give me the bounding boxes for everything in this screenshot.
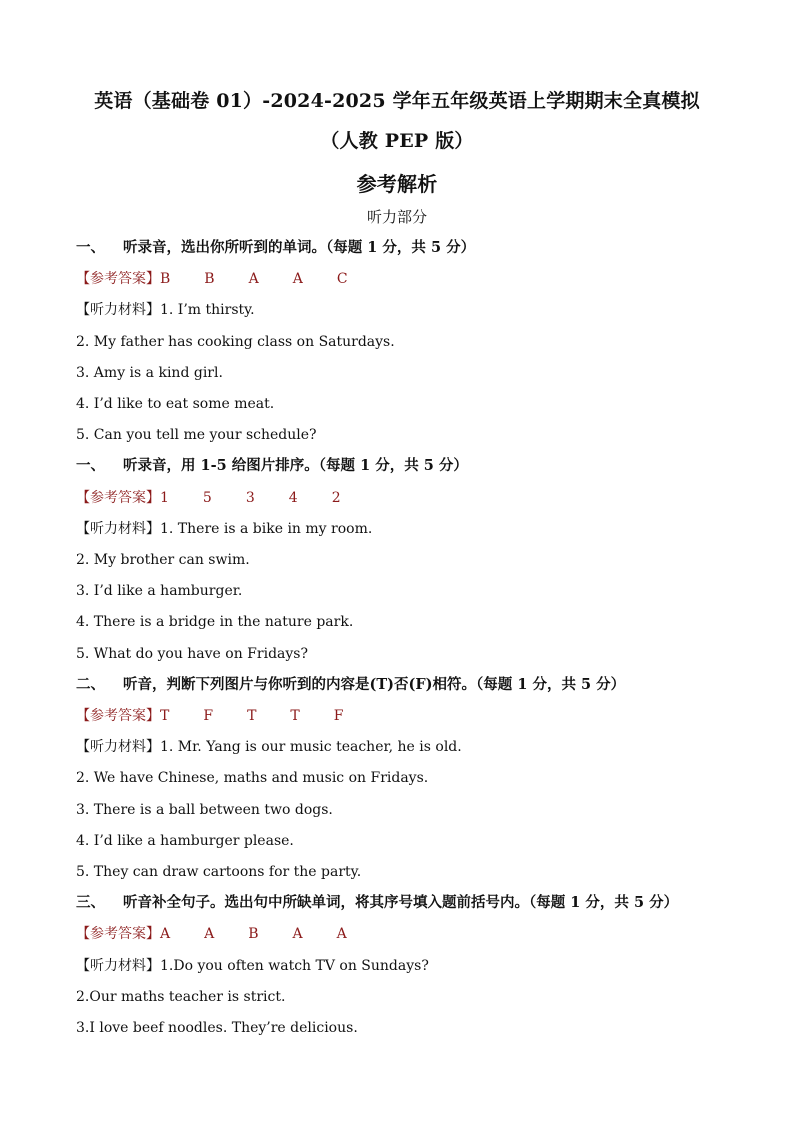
material-line: 4. I’d like to eat some meat. xyxy=(76,396,275,412)
material-line: 2. My brother can swim. xyxy=(76,552,250,568)
document-title: 英语（基础卷 01）-2024-2025 学年五年级英语上学期期末全真模拟 xyxy=(94,90,700,112)
section-number: 一、 xyxy=(76,239,105,256)
answer-item: 1 xyxy=(160,490,169,506)
answer-item: A xyxy=(160,926,171,942)
answer-item: A xyxy=(336,926,347,942)
material-line: 3. I’d like a hamburger. xyxy=(76,583,243,599)
answer-item: F xyxy=(203,708,214,724)
section-subtitle: 听力部分 xyxy=(366,208,427,226)
material-line: 4. I’d like a hamburger please. xyxy=(76,833,294,849)
answer-item: 5 xyxy=(202,490,212,506)
answer-item: B xyxy=(248,926,259,942)
material-text: 1. Mr. Yang is our music teacher, he is old. xyxy=(160,739,462,755)
material-line: 5. What do you have on Fridays? xyxy=(76,646,308,662)
answer-row xyxy=(76,706,377,726)
material-label: 【听力材料】 xyxy=(76,302,160,318)
material-line: 3. Amy is a kind girl. xyxy=(76,365,223,381)
document-edition: （人教 PEP 版） xyxy=(320,130,474,152)
answer-row xyxy=(76,924,381,944)
material-text: 1. There is a bike in my room. xyxy=(160,521,373,537)
answer-label: 【参考答案】 xyxy=(76,926,160,942)
answer-label: 【参考答案】 xyxy=(76,271,160,287)
material-line xyxy=(76,956,429,976)
material-line: 4. There is a bridge in the nature park. xyxy=(76,614,354,630)
answer-item: 2 xyxy=(331,490,341,506)
material-text: 1.Do you often watch TV on Sundays? xyxy=(160,958,429,974)
material-line: 5. Can you tell me your schedule? xyxy=(76,427,317,443)
answer-row xyxy=(76,269,382,289)
section-number: 一、 xyxy=(76,457,105,474)
answer-item: B xyxy=(204,271,215,287)
section-heading xyxy=(76,893,678,913)
section-heading-text: 听录音，选出你所听到的单词。（每题 1 分，共 5 分） xyxy=(123,239,476,256)
answer-item: 3 xyxy=(245,490,255,506)
section-heading-text: 听音，判断下列图片与你听到的内容是(T)否(F)相符。（每题 1 分，共 5 分） xyxy=(123,676,626,693)
material-line: 2.Our maths teacher is strict. xyxy=(76,989,286,1005)
answer-item: 4 xyxy=(288,490,298,506)
section-heading xyxy=(76,675,625,695)
material-line: 2. We have Chinese, maths and music on Fridays. xyxy=(76,770,429,786)
section-heading xyxy=(76,456,468,476)
material-line: 3.I love beef noodles. They’re delicious. xyxy=(76,1020,358,1036)
answer-item: A xyxy=(248,271,259,287)
material-line xyxy=(76,737,462,757)
answer-item: F xyxy=(333,708,344,724)
material-label: 【听力材料】 xyxy=(76,958,160,974)
material-line: 3. There is a ball between two dogs. xyxy=(76,802,333,818)
material-text: 1. I’m thirsty. xyxy=(160,302,255,318)
answer-item: B xyxy=(160,271,171,287)
answer-label: 【参考答案】 xyxy=(76,490,160,506)
material-line xyxy=(76,519,372,539)
answer-item: T xyxy=(160,708,170,724)
document-heading: 参考解析 xyxy=(356,172,438,196)
answer-item: C xyxy=(336,271,348,287)
material-label: 【听力材料】 xyxy=(76,739,160,755)
section-heading-text: 听音补全句子。选出句中所缺单词，将其序号填入题前括号内。（每题 1 分，共 5 分） xyxy=(123,894,679,911)
section-number: 二、 xyxy=(76,676,105,693)
section-number: 三、 xyxy=(76,894,105,911)
answer-item: A xyxy=(204,926,215,942)
answer-label: 【参考答案】 xyxy=(76,708,160,724)
material-line: 5. They can draw cartoons for the party. xyxy=(76,864,362,880)
material-line: 2. My father has cooking class on Saturdays. xyxy=(76,334,395,350)
section-heading-text: 听录音，用 1-5 给图片排序。（每题 1 分，共 5 分） xyxy=(123,457,468,474)
material-line xyxy=(76,300,255,320)
answer-item: T xyxy=(290,708,300,724)
answer-item: T xyxy=(247,708,257,724)
answer-row xyxy=(76,488,375,508)
material-label: 【听力材料】 xyxy=(76,521,160,537)
answer-item: A xyxy=(292,271,303,287)
answer-item: A xyxy=(292,926,303,942)
section-heading xyxy=(76,238,475,258)
